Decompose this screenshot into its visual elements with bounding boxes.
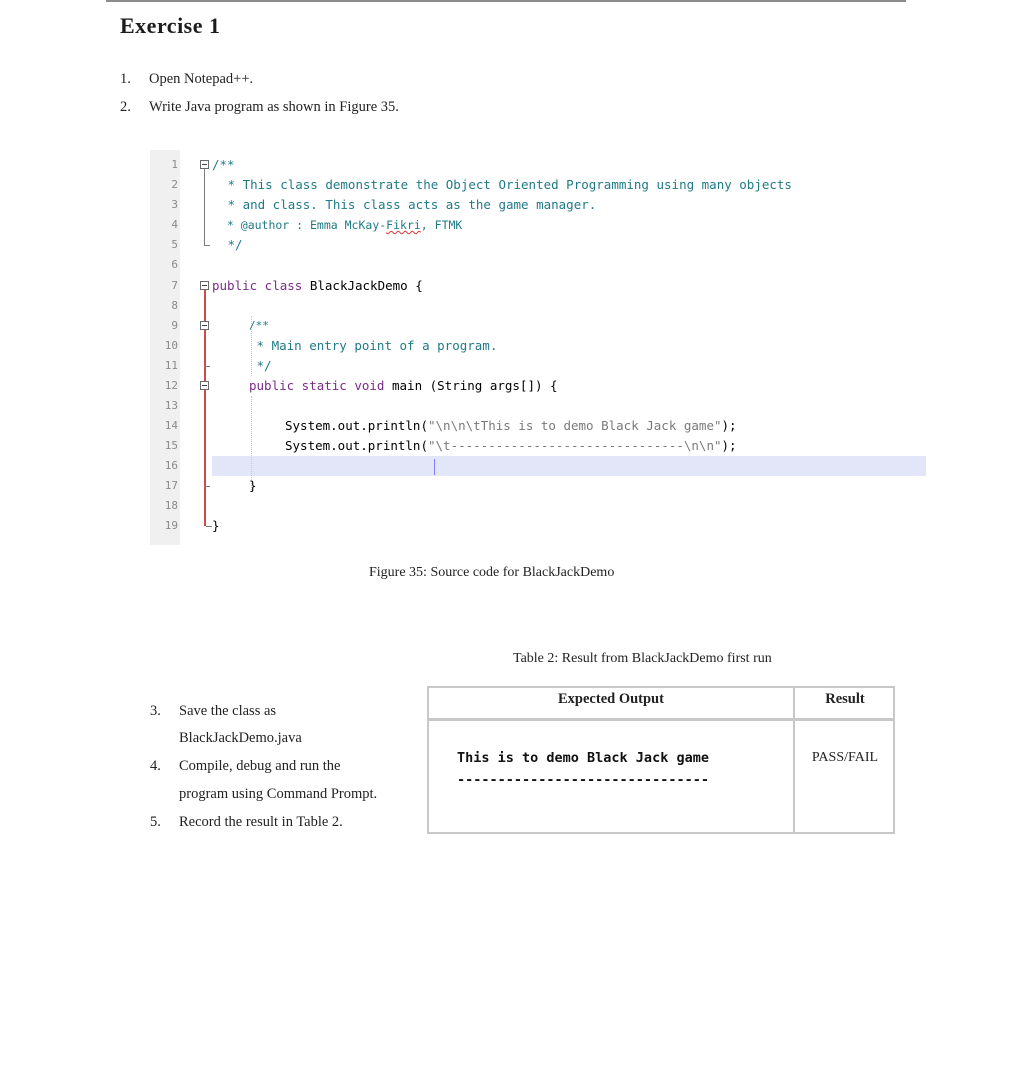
header-expected-output: Expected Output: [558, 691, 664, 707]
step-text: Write Java program as shown in Figure 35.: [149, 99, 399, 115]
code-line: */: [220, 237, 243, 252]
fold-toggle-icon[interactable]: [200, 381, 209, 390]
code-line: /**: [212, 157, 235, 172]
fold-end-tick: [204, 486, 210, 487]
line-number: 8: [171, 299, 178, 312]
table-caption: Table 2: Result from BlackJackDemo first run: [513, 651, 772, 666]
step-text: program using Command Prompt.: [179, 786, 378, 802]
code-line: public class BlackJackDemo {: [212, 278, 423, 293]
line-number: 1: [171, 158, 178, 171]
current-line-highlight: [212, 456, 926, 476]
line-number: 3: [171, 198, 178, 211]
text-cursor: [434, 459, 435, 475]
result-value: PASS/FAIL: [811, 750, 879, 765]
figure-caption: Figure 35: Source code for BlackJackDemo: [369, 565, 615, 580]
step-text: BlackJackDemo.java: [179, 730, 302, 746]
top-rule: [106, 0, 906, 2]
line-number: 12: [164, 379, 178, 392]
line-number: 10: [164, 339, 178, 352]
step-number: 3.: [150, 703, 161, 719]
line-number: 11: [164, 359, 178, 372]
step-number: 2.: [120, 99, 131, 115]
line-number: 17: [164, 479, 178, 492]
code-line: System.out.println("\n\n\tThis is to demo Black Jack game");: [285, 418, 737, 433]
fold-toggle-icon[interactable]: [200, 160, 209, 169]
line-number: 14: [164, 419, 178, 432]
line-number: 6: [171, 258, 178, 271]
code-line: public static void main (String args[]) {: [249, 378, 558, 393]
expected-output-dashes: -------------------------------: [457, 772, 709, 788]
line-number: 16: [164, 459, 178, 472]
fold-toggle-icon[interactable]: [200, 281, 209, 290]
table-header-divider: [429, 718, 893, 721]
step-number: 4.: [150, 758, 161, 774]
step-text: Record the result in Table 2.: [179, 814, 343, 830]
line-number: 4: [171, 218, 178, 231]
step-number: 1.: [120, 71, 131, 87]
step-text: Compile, debug and run the: [179, 758, 341, 774]
code-line: * This class demonstrate the Object Oriented Programming using many objects: [220, 177, 792, 192]
code-line: * Main entry point of a program.: [249, 338, 498, 353]
code-line: }: [212, 518, 220, 533]
step-number: 5.: [150, 814, 161, 830]
line-number: 13: [164, 399, 178, 412]
line-number: 7: [171, 279, 178, 292]
step-text: Open Notepad++.: [149, 71, 254, 87]
code-line: * @author : Emma McKay-Fikri, FTMK: [220, 218, 463, 232]
result-table: [427, 686, 895, 834]
code-line: }: [249, 478, 257, 493]
code-line: */: [249, 358, 272, 373]
line-number: 19: [164, 519, 178, 532]
line-number: 5: [171, 238, 178, 251]
expected-output-line: This is to demo Black Jack game: [457, 750, 709, 766]
step-text: Save the class as: [179, 703, 277, 719]
fold-guide: [204, 169, 205, 245]
fold-end-tick: [204, 245, 210, 246]
line-number: 2: [171, 178, 178, 191]
code-line: /**: [249, 319, 269, 332]
code-line: System.out.println("\t-------------------------------\n\n");: [285, 438, 737, 453]
header-result: Result: [825, 691, 865, 707]
fold-toggle-icon[interactable]: [200, 321, 209, 330]
page-heading: Exercise 1: [120, 13, 221, 38]
line-number: 18: [164, 499, 178, 512]
line-number: 15: [164, 439, 178, 452]
code-figure: [150, 150, 926, 545]
line-number: 9: [171, 319, 178, 332]
code-line: * and class. This class acts as the game manager.: [220, 197, 597, 212]
fold-end-tick: [204, 366, 210, 367]
